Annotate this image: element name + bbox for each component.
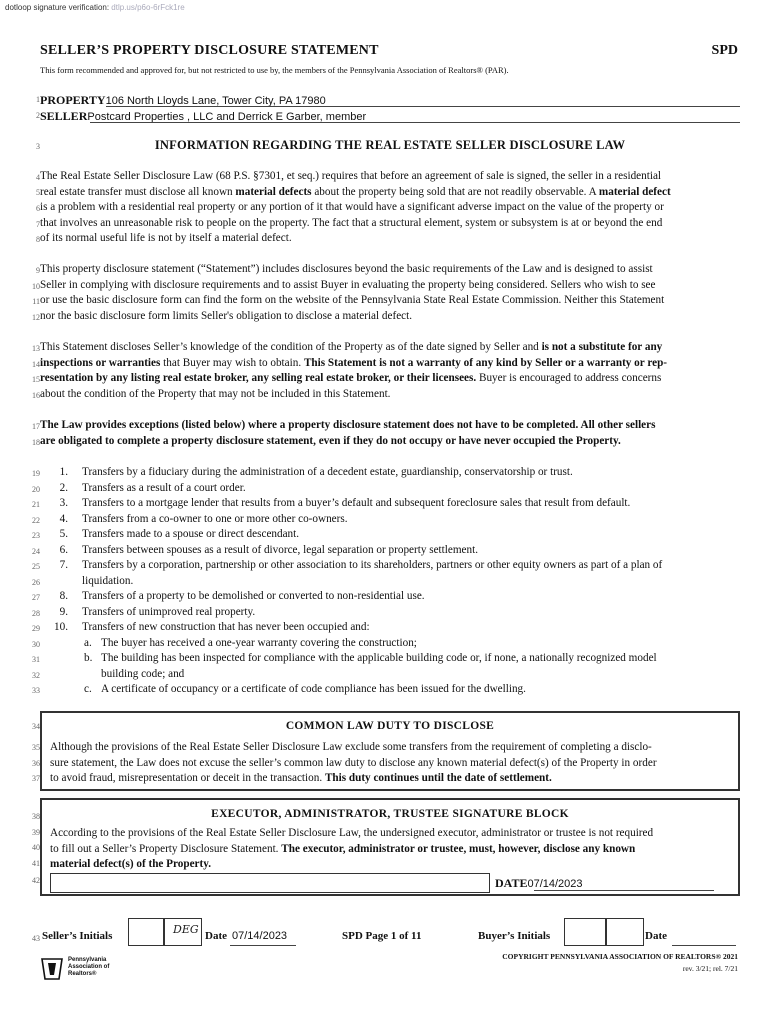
executor-date-label: DATE [495,876,528,890]
text-line: material defect(s) of the Property. [50,858,212,871]
line-number: 14 [32,360,40,369]
sublist-item-continued: building code; and [101,667,185,680]
buyer-initials-box-1[interactable] [564,918,606,946]
line-number: 20 [32,485,40,494]
line-number: 15 [32,375,40,384]
text-line: inspections or warranties that Buyer may wish to obtain. This Statement is not a warranty of any kind by Seller or a warranty or rep- [40,356,668,369]
line-number: 38 [32,812,40,821]
line-number: 5 [36,188,40,197]
seller-date-value[interactable]: 07/14/2023 [232,930,288,942]
exceptions-list [40,465,740,705]
seller-date-underline [230,945,296,946]
line-number: 18 [32,438,40,447]
text-line: nor the basic disclosure form limits Seller's obligation to disclose a material defect. [40,309,413,322]
line-number: 24 [32,547,40,556]
text-line: to avoid fraud, misrepresentation or deceit in the transaction. This duty continues until the date of settlement. [50,772,552,785]
form-code: SPD [711,43,738,58]
list-item: Transfers by a fiduciary during the administration of a decedent estate, guardianship, conservatorship or trust. [82,466,573,478]
text-line: The Law provides exceptions (listed below) where a property disclosure statement does not have to be completed. All other sellers [40,419,656,431]
line-number: 42 [32,876,40,885]
executor-title: EXECUTOR, ADMINISTRATOR, TRUSTEE SIGNATURE BLOCK [211,808,569,820]
form-title: SELLER’S PROPERTY DISCLOSURE STATEMENT [40,43,379,58]
line-number: 9 [36,266,40,275]
seller-underline [90,122,740,123]
common-law-title: COMMON LAW DUTY TO DISCLOSE [285,720,495,732]
line-number: 25 [32,562,40,571]
line-number: 4 [36,173,40,182]
paragraph-not-warranty [40,340,667,402]
seller-date-label: Date [205,930,227,942]
sublist-letter: b. [84,652,93,664]
text-line: resentation by any listing real estate broker, any selling real estate broker, or their licensees. Buyer is encouraged to address concerns [40,372,662,385]
seller-initials-box-1[interactable] [128,918,164,946]
line-number: 40 [32,843,40,852]
line-number: 37 [32,774,40,783]
text-line: to fill out a Seller’s Property Disclosure Statement. The executor, administrator or trustee, must, however, disclose any known [50,842,636,855]
dotloop-verification [5,3,185,12]
property-label: PROPERTY [40,93,106,107]
text-line: are obligated to complete a property disclosure statement, even if they do not occupy or have never occupied the Property. [40,434,621,447]
list-number: 7. [59,559,68,571]
executor-date-value[interactable]: 07/14/2023 [527,878,583,890]
text-line: According to the provisions of the Real Estate Seller Disclosure Law, the undersigned executor, administrator or trustee is not required [50,827,654,839]
list-item: Transfers as a result of a court order. [82,481,246,494]
seller-initials-box-2[interactable] [164,918,202,946]
seller-initials-label: Seller’s Initials [42,930,113,942]
text-line: Seller in complying with disclosure requirements and to assist Buyer in evaluating the property being considered. Sellers who wish to see [40,278,656,291]
line-number: 8 [36,235,40,244]
text-line: or use the basic disclosure form can find the form on the website of the Pennsylvania State Real Estate Commission. Neither this Statement [40,294,665,307]
line-number: 27 [32,593,40,602]
paragraph-disclosure-law [40,169,671,247]
text-line: of its normal useful life is not by itself a material defect. [40,232,292,245]
text-line: real estate transfer must disclose all known material defects about the property being sold that are not readily observable. A material defect [40,185,671,198]
line-number: 10 [32,282,40,291]
copyright: COPYRIGHT PENNSYLVANIA ASSOCIATION OF REALTORS® 2021 [502,952,738,961]
line-number: 41 [32,859,40,868]
line-number: 16 [32,391,40,400]
line-number: 12 [32,313,40,322]
line-number: 7 [36,220,40,229]
seller-initials-signature: DEG [173,923,199,936]
line-number: 3 [36,142,40,151]
text-line: about the condition of the Property that may not be included in this Statement. [40,387,391,400]
verification-link[interactable]: dtlp.us/p6o-6rFck1re [111,3,185,12]
list-item: Transfers of a property to be demolished or converted to non-residential use. [82,590,425,602]
line-number: 31 [32,655,40,664]
executor-signature-box [40,798,740,896]
list-number: 3. [59,497,68,509]
executor-date-underline [534,890,714,891]
list-number: 9. [59,605,68,618]
common-law-box [40,711,740,791]
text-line: The Real Estate Seller Disclosure Law (68 P.S. §7301, et seq.) requires that before an agreement of sale is signed, the seller in a residential [40,170,662,182]
list-number: 10. [54,621,68,633]
line-number: 17 [32,422,40,431]
common-law-text [50,740,657,787]
list-item: Transfers of new construction that has never been occupied and: [82,621,370,633]
property-value[interactable]: 106 North Lloyds Lane, Tower City, PA 17980 [105,95,326,107]
verification-label: dotloop signature verification: [5,3,110,12]
seller-value[interactable]: Postcard Properties , LLC and Derrick E Garber, member [87,111,367,123]
line-number: 28 [32,609,40,618]
text-line: that involves an unreasonable risk to people on the property. The fact that a structural element, system or subsystem is at or beyond the end [40,216,663,229]
list-number: 4. [59,512,68,525]
text-line: This Statement discloses Seller’s knowledge of the condition of the Property as of the date signed by Seller and is not a substitute for any [40,341,663,353]
sublist-letter: a. [84,636,92,649]
line-number: 32 [32,671,40,680]
line-number: 33 [32,686,40,695]
line-number: 19 [32,469,40,478]
list-item: Transfers made to a spouse or direct descendant. [82,528,300,540]
line-number: 29 [32,624,40,633]
list-item: Transfers between spouses as a result of divorce, legal separation or property settlement. [82,543,479,556]
text-line: sure statement, the Law does not excuse the seller’s common law duty to disclose any known material defect(s) of the Property in order [50,756,657,769]
line-number: 21 [32,500,40,509]
sublist-letter: c. [84,683,92,695]
sublist-item: The building has been inspected for compliance with the applicable building code or, if none, a nationally recognized model [101,652,657,664]
list-number: 2. [59,481,68,494]
list-number: 8. [59,590,68,602]
list-item: Transfers of unimproved real property. [82,605,256,618]
line-number: 26 [32,578,40,587]
list-number: 5. [59,528,68,540]
page-indicator: SPD Page 1 of 11 [342,930,422,942]
sublist-item: The buyer has received a one-year warranty covering the construction; [101,636,417,649]
executor-signature-field[interactable] [50,873,490,893]
list-item: Transfers by a corporation, partnership or other association to its shareholders, partners or other equity owners as part of a plan of [82,559,663,571]
buyer-initials-label: Buyer’s Initials [478,930,551,942]
section-heading: INFORMATION REGARDING THE REAL ESTATE SELLER DISCLOSURE LAW [154,138,626,152]
line-number: 34 [32,722,40,731]
list-number: 1. [59,466,68,478]
seller-label: SELLER [40,109,88,123]
text-line: is a problem with a residential real property or any portion of it that would have a significant adverse impact on the value of the property or [40,201,664,214]
executor-text [50,826,653,873]
line-number: 6 [36,204,40,213]
text-line: Although the provisions of the Real Estate Seller Disclosure Law exclude some transfers from the requirement of completing a disclo- [50,741,652,753]
paragraph-statement-scope [40,262,664,324]
sublist-item: A certificate of occupancy or a certificate of code compliance has been issued for the dwelling. [101,683,526,695]
line-number: 39 [32,828,40,837]
keystone-icon [40,957,64,981]
line-number: 1 [36,95,40,104]
list-item: Transfers from a co-owner to one or more other co-owners. [82,512,348,525]
line-number: 23 [32,531,40,540]
list-number: 6. [59,543,68,556]
buyer-date-underline[interactable] [672,945,736,946]
line-number: 35 [32,743,40,752]
line-number: 43 [32,934,40,943]
logo-text: Pennsylvania Association of Realtors® [68,957,110,977]
par-logo [40,957,120,985]
form-subtitle: This form recommended and approved for, but not restricted to use by, the members of the Pennsylvania Association of Realtors® (PAR). [40,65,509,75]
revision-info: rev. 3/21; rel. 7/21 [682,964,738,973]
text-line: This property disclosure statement (“Statement”) includes disclosures beyond the basic requirements of the Law and is designed to assist [40,263,653,275]
buyer-date-label: Date [645,930,667,942]
list-item: Transfers to a mortgage lender that results from a buyer’s default and subsequent foreclosure sales that result from default. [82,497,631,509]
line-number: 36 [32,759,40,768]
list-item-continued: liquidation. [82,574,134,587]
buyer-initials-box-2[interactable] [606,918,644,946]
paragraph-exceptions-intro [40,418,655,449]
line-number: 2 [36,111,40,120]
line-number: 30 [32,640,40,649]
line-number: 11 [32,297,40,306]
line-number: 22 [32,516,40,525]
line-number: 13 [32,344,40,353]
